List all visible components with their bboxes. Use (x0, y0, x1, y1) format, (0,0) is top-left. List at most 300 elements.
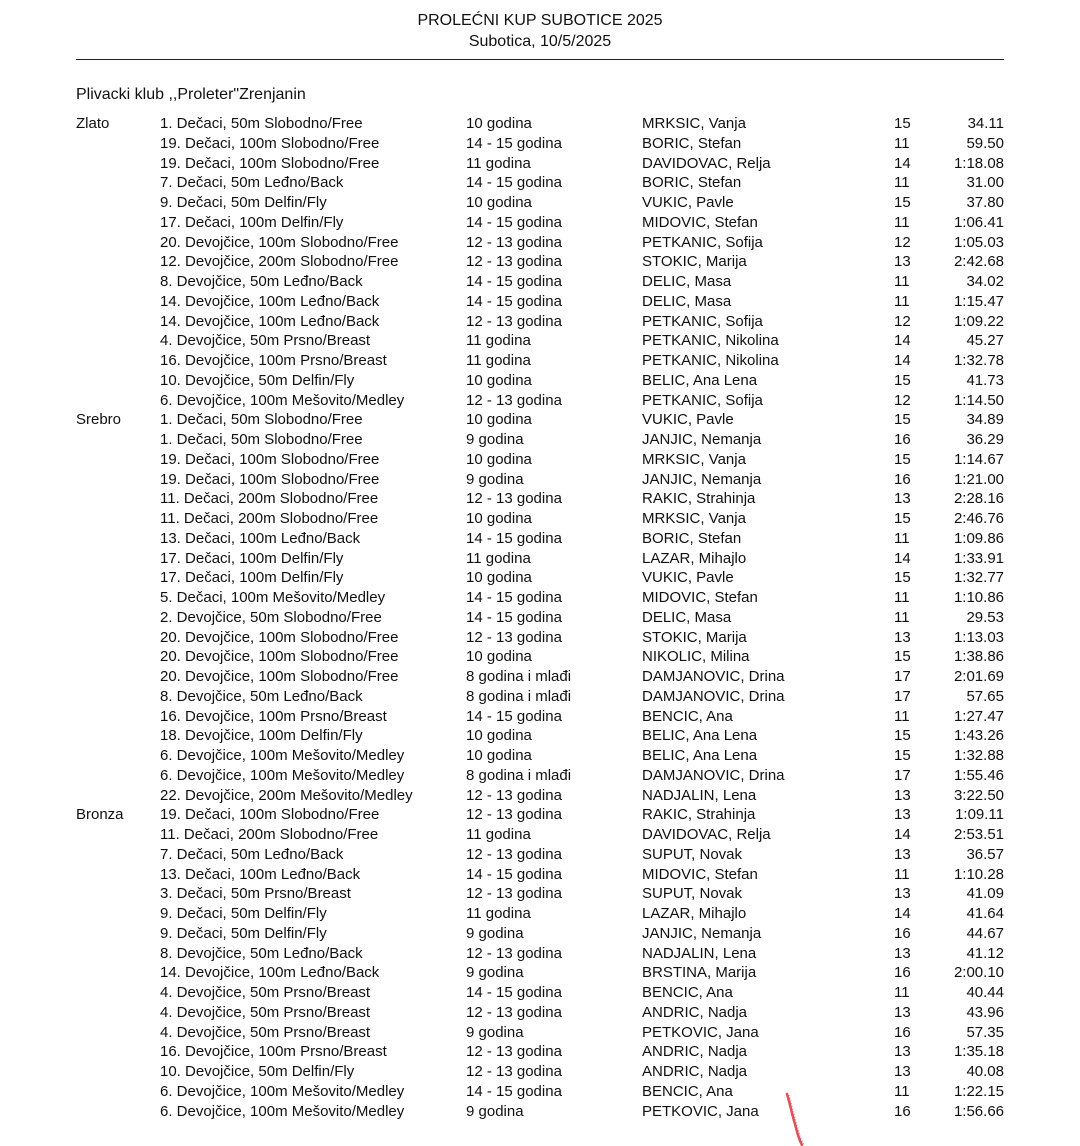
result-time: 1:38.86 (953, 648, 1004, 666)
result-row (0, 588, 1080, 608)
event-name: 16. Devojčice, 100m Prsno/Breast (160, 1043, 387, 1061)
swimmer-name: PETKANIC, Nikolina (642, 352, 779, 369)
event-name: 13. Dečaci, 100m Leđno/Back (160, 529, 361, 547)
event-name: 9. Dečaci, 50m Delfin/Fly (160, 924, 327, 942)
result-row (0, 114, 1080, 134)
event-name: 8. Devojčice, 50m Leđno/Back (160, 687, 363, 705)
age-group: 10 godina (466, 569, 532, 587)
result-row (0, 1023, 1080, 1043)
age-group: 12 - 13 godina (466, 490, 562, 508)
result-row (0, 470, 1080, 490)
age-group: 12 - 13 godina (466, 845, 562, 863)
result-time: 41.73 (966, 371, 1004, 389)
age-group: 9 godina (466, 1023, 524, 1041)
event-name: 9. Dečaci, 50m Delfin/Fly (160, 905, 327, 922)
result-time: 37.80 (966, 194, 1004, 211)
birth-year: 15 (894, 411, 911, 429)
swimmer-name: VUKIC, Pavle (642, 411, 734, 429)
event-name: 17. Dečaci, 100m Delfin/Fly (160, 213, 344, 231)
event-name: 10. Devojčice, 50m Delfin/Fly (160, 1063, 355, 1080)
event-name: 11. Dečaci, 200m Slobodno/Free (160, 826, 379, 843)
result-time: 43.96 (966, 1003, 1004, 1021)
age-group: 10 godina (466, 194, 532, 211)
result-time: 41.64 (966, 905, 1004, 922)
result-time: 2:00.10 (953, 964, 1004, 982)
result-row (0, 746, 1080, 766)
swimmer-name: BELIC, Ana Lena (642, 371, 758, 389)
birth-year: 13 (894, 1063, 911, 1080)
result-time: 2:28.16 (953, 490, 1004, 508)
event-name: 10. Devojčice, 50m Delfin/Fly (160, 371, 355, 389)
event-name: 8. Devojčice, 50m Leđno/Back (160, 944, 363, 962)
result-row (0, 509, 1080, 529)
event-name: 4. Devojčice, 50m Prsno/Breast (160, 984, 371, 1001)
result-row (0, 825, 1080, 845)
result-row (0, 410, 1080, 430)
result-time: 1:10.86 (953, 589, 1004, 606)
swimmer-name: STOKIC, Marija (642, 253, 747, 271)
event-name: 13. Dečaci, 100m Leđno/Back (160, 865, 361, 883)
birth-year: 11 (894, 134, 910, 152)
event-name: 19. Dečaci, 100m Slobodno/Free (160, 806, 380, 824)
result-row (0, 193, 1080, 213)
age-group: 14 - 15 godina (466, 213, 562, 231)
swimmer-name: RAKIC, Strahinja (642, 806, 756, 824)
age-group: 9 godina (466, 470, 524, 488)
birth-year: 15 (894, 747, 911, 764)
age-group: 8 godina i mlađi (466, 668, 572, 685)
age-group: 12 - 13 godina (466, 253, 562, 271)
age-group: 12 - 13 godina (466, 1043, 562, 1061)
age-group: 9 godina (466, 431, 524, 448)
swimmer-name: ANDRIC, Nadja (642, 1003, 748, 1021)
page-subtitle: Subotica, 10/5/2025 (468, 33, 612, 50)
age-group: 10 godina (466, 747, 532, 764)
birth-year: 14 (894, 154, 911, 172)
birth-year: 16 (894, 964, 911, 982)
result-row (0, 963, 1080, 983)
result-time: 1:13.03 (953, 628, 1004, 646)
birth-year: 13 (894, 944, 911, 962)
result-row (0, 292, 1080, 312)
swimmer-name: SUPUT, Novak (642, 845, 743, 863)
result-time: 1:33.91 (953, 549, 1004, 567)
result-time: 1:35.18 (953, 1043, 1004, 1061)
result-row (0, 450, 1080, 470)
result-time: 34.11 (967, 115, 1004, 132)
result-row (0, 430, 1080, 450)
birth-year: 14 (894, 826, 911, 843)
result-time: 36.29 (966, 431, 1004, 448)
swimmer-name: BORIC, Stefan (642, 174, 742, 192)
birth-year: 13 (894, 885, 911, 903)
birth-year: 15 (894, 510, 911, 527)
age-group: 12 - 13 godina (466, 391, 562, 409)
swimmer-name: PETKANIC, Sofija (642, 233, 763, 251)
birth-year: 14 (894, 905, 911, 922)
birth-year: 14 (894, 549, 911, 567)
birth-year: 14 (894, 352, 911, 369)
birth-year: 13 (894, 1003, 911, 1021)
age-group: 8 godina i mlađi (466, 687, 572, 705)
red-pen-mark (784, 1092, 814, 1146)
birth-year: 11 (894, 984, 910, 1001)
medal-label: Bronza (76, 806, 124, 824)
event-name: 11. Dečaci, 200m Slobodno/Free (160, 490, 379, 508)
birth-year: 12 (894, 391, 911, 409)
result-time: 36.57 (966, 845, 1004, 863)
result-time: 34.89 (966, 411, 1004, 429)
swimmer-name: DAVIDOVAC, Relja (642, 154, 771, 172)
birth-year: 13 (894, 253, 911, 271)
birth-year: 13 (894, 806, 911, 824)
age-group: 14 - 15 godina (466, 1082, 562, 1100)
swimmer-name: DELIC, Masa (642, 608, 732, 626)
result-time: 3:22.50 (953, 786, 1004, 804)
age-group: 12 - 13 godina (466, 1063, 562, 1080)
result-row (0, 628, 1080, 648)
result-row (0, 568, 1080, 588)
age-group: 12 - 13 godina (466, 786, 562, 804)
age-group: 8 godina i mlađi (466, 766, 572, 784)
swimmer-name: VUKIC, Pavle (642, 194, 734, 211)
result-time: 1:10.28 (953, 865, 1004, 883)
event-name: 4. Devojčice, 50m Prsno/Breast (160, 332, 371, 350)
age-group: 14 - 15 godina (466, 292, 562, 310)
age-group: 12 - 13 godina (466, 628, 562, 646)
result-row (0, 884, 1080, 904)
event-name: 19. Dečaci, 100m Slobodno/Free (160, 154, 380, 172)
swimmer-name: BORIC, Stefan (642, 529, 742, 547)
result-row (0, 154, 1080, 174)
age-group: 10 godina (466, 648, 532, 666)
swimmer-name: NIKOLIC, Milina (642, 648, 750, 666)
swimmer-name: DELIC, Masa (642, 273, 732, 290)
swimmer-name: PETKANIC, Sofija (642, 312, 763, 330)
result-time: 1:32.88 (953, 747, 1004, 764)
swimmer-name: DELIC, Masa (642, 292, 732, 310)
result-row (0, 252, 1080, 272)
age-group: 12 - 13 godina (466, 885, 562, 903)
swimmer-name: PETKANIC, Sofija (642, 391, 763, 409)
event-name: 6. Devojčice, 100m Mešovito/Medley (160, 1102, 405, 1120)
page-title: PROLEĆNI KUP SUBOTICE 2025 (417, 12, 663, 29)
result-time: 1:14.67 (953, 450, 1004, 468)
result-row (0, 331, 1080, 351)
swimmer-name: MRKSIC, Vanja (642, 115, 746, 132)
result-time: 1:32.77 (953, 569, 1004, 587)
swimmer-name: DAVIDOVAC, Relja (642, 826, 771, 843)
swimmer-name: PETKOVIC, Jana (642, 1102, 759, 1120)
result-time: 41.12 (966, 944, 1004, 962)
birth-year: 16 (894, 1023, 911, 1041)
age-group: 12 - 13 godina (466, 1003, 562, 1021)
age-group: 10 godina (466, 115, 532, 132)
event-name: 14. Devojčice, 100m Leđno/Back (160, 292, 380, 310)
event-name: 12. Devojčice, 200m Slobodno/Free (160, 253, 399, 271)
result-row (0, 233, 1080, 253)
event-name: 20. Devojčice, 100m Slobodno/Free (160, 233, 399, 251)
event-name: 8. Devojčice, 50m Leđno/Back (160, 273, 363, 290)
age-group: 12 - 13 godina (466, 312, 562, 330)
age-group: 9 godina (466, 924, 524, 942)
result-row (0, 687, 1080, 707)
birth-year: 12 (894, 233, 911, 251)
event-name: 22. Devojčice, 200m Mešovito/Medley (160, 786, 413, 804)
event-name: 20. Devojčice, 100m Slobodno/Free (160, 648, 399, 666)
result-row (0, 351, 1080, 371)
result-row (0, 845, 1080, 865)
age-group: 11 godina (466, 826, 531, 843)
birth-year: 14 (894, 332, 911, 350)
document-header (0, 10, 1080, 52)
age-group: 14 - 15 godina (466, 707, 562, 725)
birth-year: 11 (894, 589, 910, 606)
result-row (0, 766, 1080, 786)
result-row (0, 272, 1080, 292)
swimmer-name: MIDOVIC, Stefan (642, 589, 758, 606)
event-name: 14. Devojčice, 100m Leđno/Back (160, 964, 380, 982)
event-name: 18. Devojčice, 100m Delfin/Fly (160, 727, 363, 745)
result-time: 59.50 (966, 134, 1004, 152)
birth-year: 11 (894, 865, 910, 883)
swimmer-name: LAZAR, Mihajlo (642, 549, 747, 567)
swimmer-name: ANDRIC, Nadja (642, 1063, 748, 1080)
age-group: 14 - 15 godina (466, 529, 562, 547)
event-name: 3. Dečaci, 50m Prsno/Breast (160, 885, 351, 903)
result-time: 1:18.08 (953, 154, 1004, 172)
age-group: 14 - 15 godina (466, 174, 562, 192)
result-row (0, 489, 1080, 509)
event-name: 6. Devojčice, 100m Mešovito/Medley (160, 766, 405, 784)
event-name: 19. Dečaci, 100m Slobodno/Free (160, 134, 380, 152)
result-row (0, 805, 1080, 825)
birth-year: 16 (894, 924, 911, 942)
age-group: 12 - 13 godina (466, 944, 562, 962)
result-row (0, 391, 1080, 411)
result-time: 2:53.51 (953, 826, 1004, 843)
age-group: 10 godina (466, 727, 532, 745)
age-group: 14 - 15 godina (466, 608, 562, 626)
result-row (0, 1082, 1080, 1102)
event-name: 9. Dečaci, 50m Delfin/Fly (160, 194, 327, 211)
event-name: 2. Devojčice, 50m Slobodno/Free (160, 608, 382, 626)
result-row (0, 1102, 1080, 1122)
result-row (0, 371, 1080, 391)
result-time: 1:06.41 (953, 213, 1004, 231)
birth-year: 11 (894, 273, 910, 290)
birth-year: 17 (894, 668, 911, 685)
result-row (0, 726, 1080, 746)
result-row (0, 647, 1080, 667)
birth-year: 17 (894, 687, 911, 705)
age-group: 9 godina (466, 1102, 524, 1120)
age-group: 10 godina (466, 450, 532, 468)
event-name: 17. Dečaci, 100m Delfin/Fly (160, 549, 344, 567)
swimmer-name: BELIC, Ana Lena (642, 727, 758, 745)
swimmer-name: NADJALIN, Lena (642, 944, 757, 962)
result-time: 1:56.66 (953, 1102, 1004, 1120)
swimmer-name: BORIC, Stefan (642, 134, 742, 152)
age-group: 14 - 15 godina (466, 273, 562, 290)
result-time: 1:43.26 (953, 727, 1004, 745)
event-name: 5. Dečaci, 100m Mešovito/Medley (160, 589, 386, 606)
birth-year: 16 (894, 470, 911, 488)
result-row (0, 312, 1080, 332)
result-time: 1:55.46 (953, 766, 1004, 784)
swimmer-name: DAMJANOVIC, Drina (642, 687, 785, 705)
age-group: 10 godina (466, 510, 532, 527)
birth-year: 15 (894, 727, 911, 745)
event-name: 20. Devojčice, 100m Slobodno/Free (160, 628, 399, 646)
result-row (0, 529, 1080, 549)
result-row (0, 924, 1080, 944)
result-row (0, 707, 1080, 727)
swimmer-name: BENCIC, Ana (642, 1082, 733, 1100)
birth-year: 11 (894, 292, 910, 310)
birth-year: 11 (894, 707, 910, 725)
result-row (0, 1003, 1080, 1023)
birth-year: 11 (894, 608, 910, 626)
age-group: 10 godina (466, 411, 532, 429)
result-row (0, 786, 1080, 806)
swimmer-name: PETKANIC, Nikolina (642, 332, 779, 350)
swimmer-name: DAMJANOVIC, Drina (642, 766, 785, 784)
birth-year: 13 (894, 845, 911, 863)
swimmer-name: DAMJANOVIC, Drina (642, 668, 785, 685)
age-group: 11 godina (466, 905, 531, 922)
event-name: 4. Devojčice, 50m Prsno/Breast (160, 1023, 371, 1041)
result-row (0, 134, 1080, 154)
swimmer-name: JANJIC, Nemanja (642, 431, 762, 448)
swimmer-name: JANJIC, Nemanja (642, 470, 762, 488)
swimmer-name: JANJIC, Nemanja (642, 924, 762, 942)
age-group: 10 godina (466, 371, 532, 389)
birth-year: 11 (894, 1082, 910, 1100)
result-time: 44.67 (966, 924, 1004, 942)
medal-label: Zlato (76, 115, 110, 132)
birth-year: 11 (894, 529, 910, 547)
swimmer-name: MRKSIC, Vanja (642, 450, 746, 468)
event-name: 19. Dečaci, 100m Slobodno/Free (160, 470, 380, 488)
event-name: 20. Devojčice, 100m Slobodno/Free (160, 668, 399, 685)
birth-year: 15 (894, 371, 911, 389)
result-time: 1:09.22 (953, 312, 1004, 330)
swimmer-name: BENCIC, Ana (642, 707, 733, 725)
result-time: 45.27 (966, 332, 1004, 350)
birth-year: 13 (894, 1043, 911, 1061)
result-time: 29.53 (966, 608, 1004, 626)
result-time: 40.08 (966, 1063, 1004, 1080)
age-group: 12 - 13 godina (466, 806, 562, 824)
result-time: 1:32.78 (953, 352, 1004, 369)
birth-year: 15 (894, 569, 911, 587)
birth-year: 11 (894, 174, 910, 192)
swimmer-name: BELIC, Ana Lena (642, 747, 758, 764)
birth-year: 13 (894, 786, 911, 804)
birth-year: 15 (894, 450, 911, 468)
event-name: 6. Devojčice, 100m Mešovito/Medley (160, 1082, 405, 1100)
swimmer-name: MRKSIC, Vanja (642, 510, 746, 527)
event-name: 4. Devojčice, 50m Prsno/Breast (160, 1003, 371, 1021)
age-group: 12 - 13 godina (466, 233, 562, 251)
result-time: 1:14.50 (953, 391, 1004, 409)
birth-year: 15 (894, 648, 911, 666)
swimmer-name: PETKOVIC, Jana (642, 1023, 759, 1041)
result-time: 57.35 (966, 1023, 1004, 1041)
swimmer-name: RAKIC, Strahinja (642, 490, 756, 508)
age-group: 14 - 15 godina (466, 134, 562, 152)
result-row (0, 667, 1080, 687)
birth-year: 13 (894, 490, 911, 508)
swimmer-name: LAZAR, Mihajlo (642, 905, 747, 922)
result-time: 57.65 (966, 687, 1004, 705)
event-name: 16. Devojčice, 100m Prsno/Breast (160, 707, 387, 725)
event-name: 11. Dečaci, 200m Slobodno/Free (160, 510, 379, 527)
birth-year: 12 (894, 312, 911, 330)
swimmer-name: STOKIC, Marija (642, 628, 747, 646)
swimmer-name: VUKIC, Pavle (642, 569, 734, 587)
result-row (0, 865, 1080, 885)
swimmer-name: BENCIC, Ana (642, 984, 733, 1001)
medal-label: Srebro (76, 411, 122, 429)
result-time: 2:46.76 (953, 510, 1004, 527)
result-row (0, 1042, 1080, 1062)
result-time: 1:15.47 (953, 292, 1004, 310)
birth-year: 15 (894, 115, 911, 132)
age-group: 9 godina (466, 964, 524, 982)
result-row (0, 1062, 1080, 1082)
result-time: 41.09 (966, 885, 1004, 903)
swimmer-name: ANDRIC, Nadja (642, 1043, 748, 1061)
age-group: 11 godina (466, 352, 531, 369)
age-group: 14 - 15 godina (466, 865, 562, 883)
event-name: 6. Devojčice, 100m Mešovito/Medley (160, 747, 405, 764)
event-name: 17. Dečaci, 100m Delfin/Fly (160, 569, 344, 587)
birth-year: 16 (894, 431, 911, 448)
result-time: 40.44 (966, 984, 1004, 1001)
event-name: 19. Dečaci, 100m Slobodno/Free (160, 450, 380, 468)
event-name: 1. Dečaci, 50m Slobodno/Free (160, 431, 363, 448)
age-group: 14 - 15 godina (466, 589, 562, 606)
result-time: 2:01.69 (953, 668, 1004, 685)
birth-year: 13 (894, 628, 911, 646)
result-row (0, 213, 1080, 233)
event-name: 1. Dečaci, 50m Slobodno/Free (160, 411, 363, 429)
swimmer-name: MIDOVIC, Stefan (642, 213, 758, 231)
birth-year: 17 (894, 766, 911, 784)
age-group: 14 - 15 godina (466, 984, 562, 1001)
swimmer-name: SUPUT, Novak (642, 885, 743, 903)
result-time: 1:09.11 (955, 806, 1004, 824)
swimmer-name: BRSTINA, Marija (642, 964, 757, 982)
event-name: 7. Dečaci, 50m Leđno/Back (160, 845, 344, 863)
result-row (0, 983, 1080, 1003)
result-row (0, 608, 1080, 628)
swimmer-name: NADJALIN, Lena (642, 786, 757, 804)
result-row (0, 904, 1080, 924)
results-list (0, 114, 1080, 1121)
swimmer-name: MIDOVIC, Stefan (642, 865, 758, 883)
result-time: 1:05.03 (953, 233, 1004, 251)
result-row (0, 944, 1080, 964)
result-time: 31.00 (966, 174, 1004, 192)
result-time: 1:27.47 (953, 707, 1004, 725)
result-row (0, 549, 1080, 569)
event-name: 7. Dečaci, 50m Leđno/Back (160, 174, 344, 192)
age-group: 11 godina (466, 154, 531, 172)
age-group: 11 godina (466, 549, 531, 567)
